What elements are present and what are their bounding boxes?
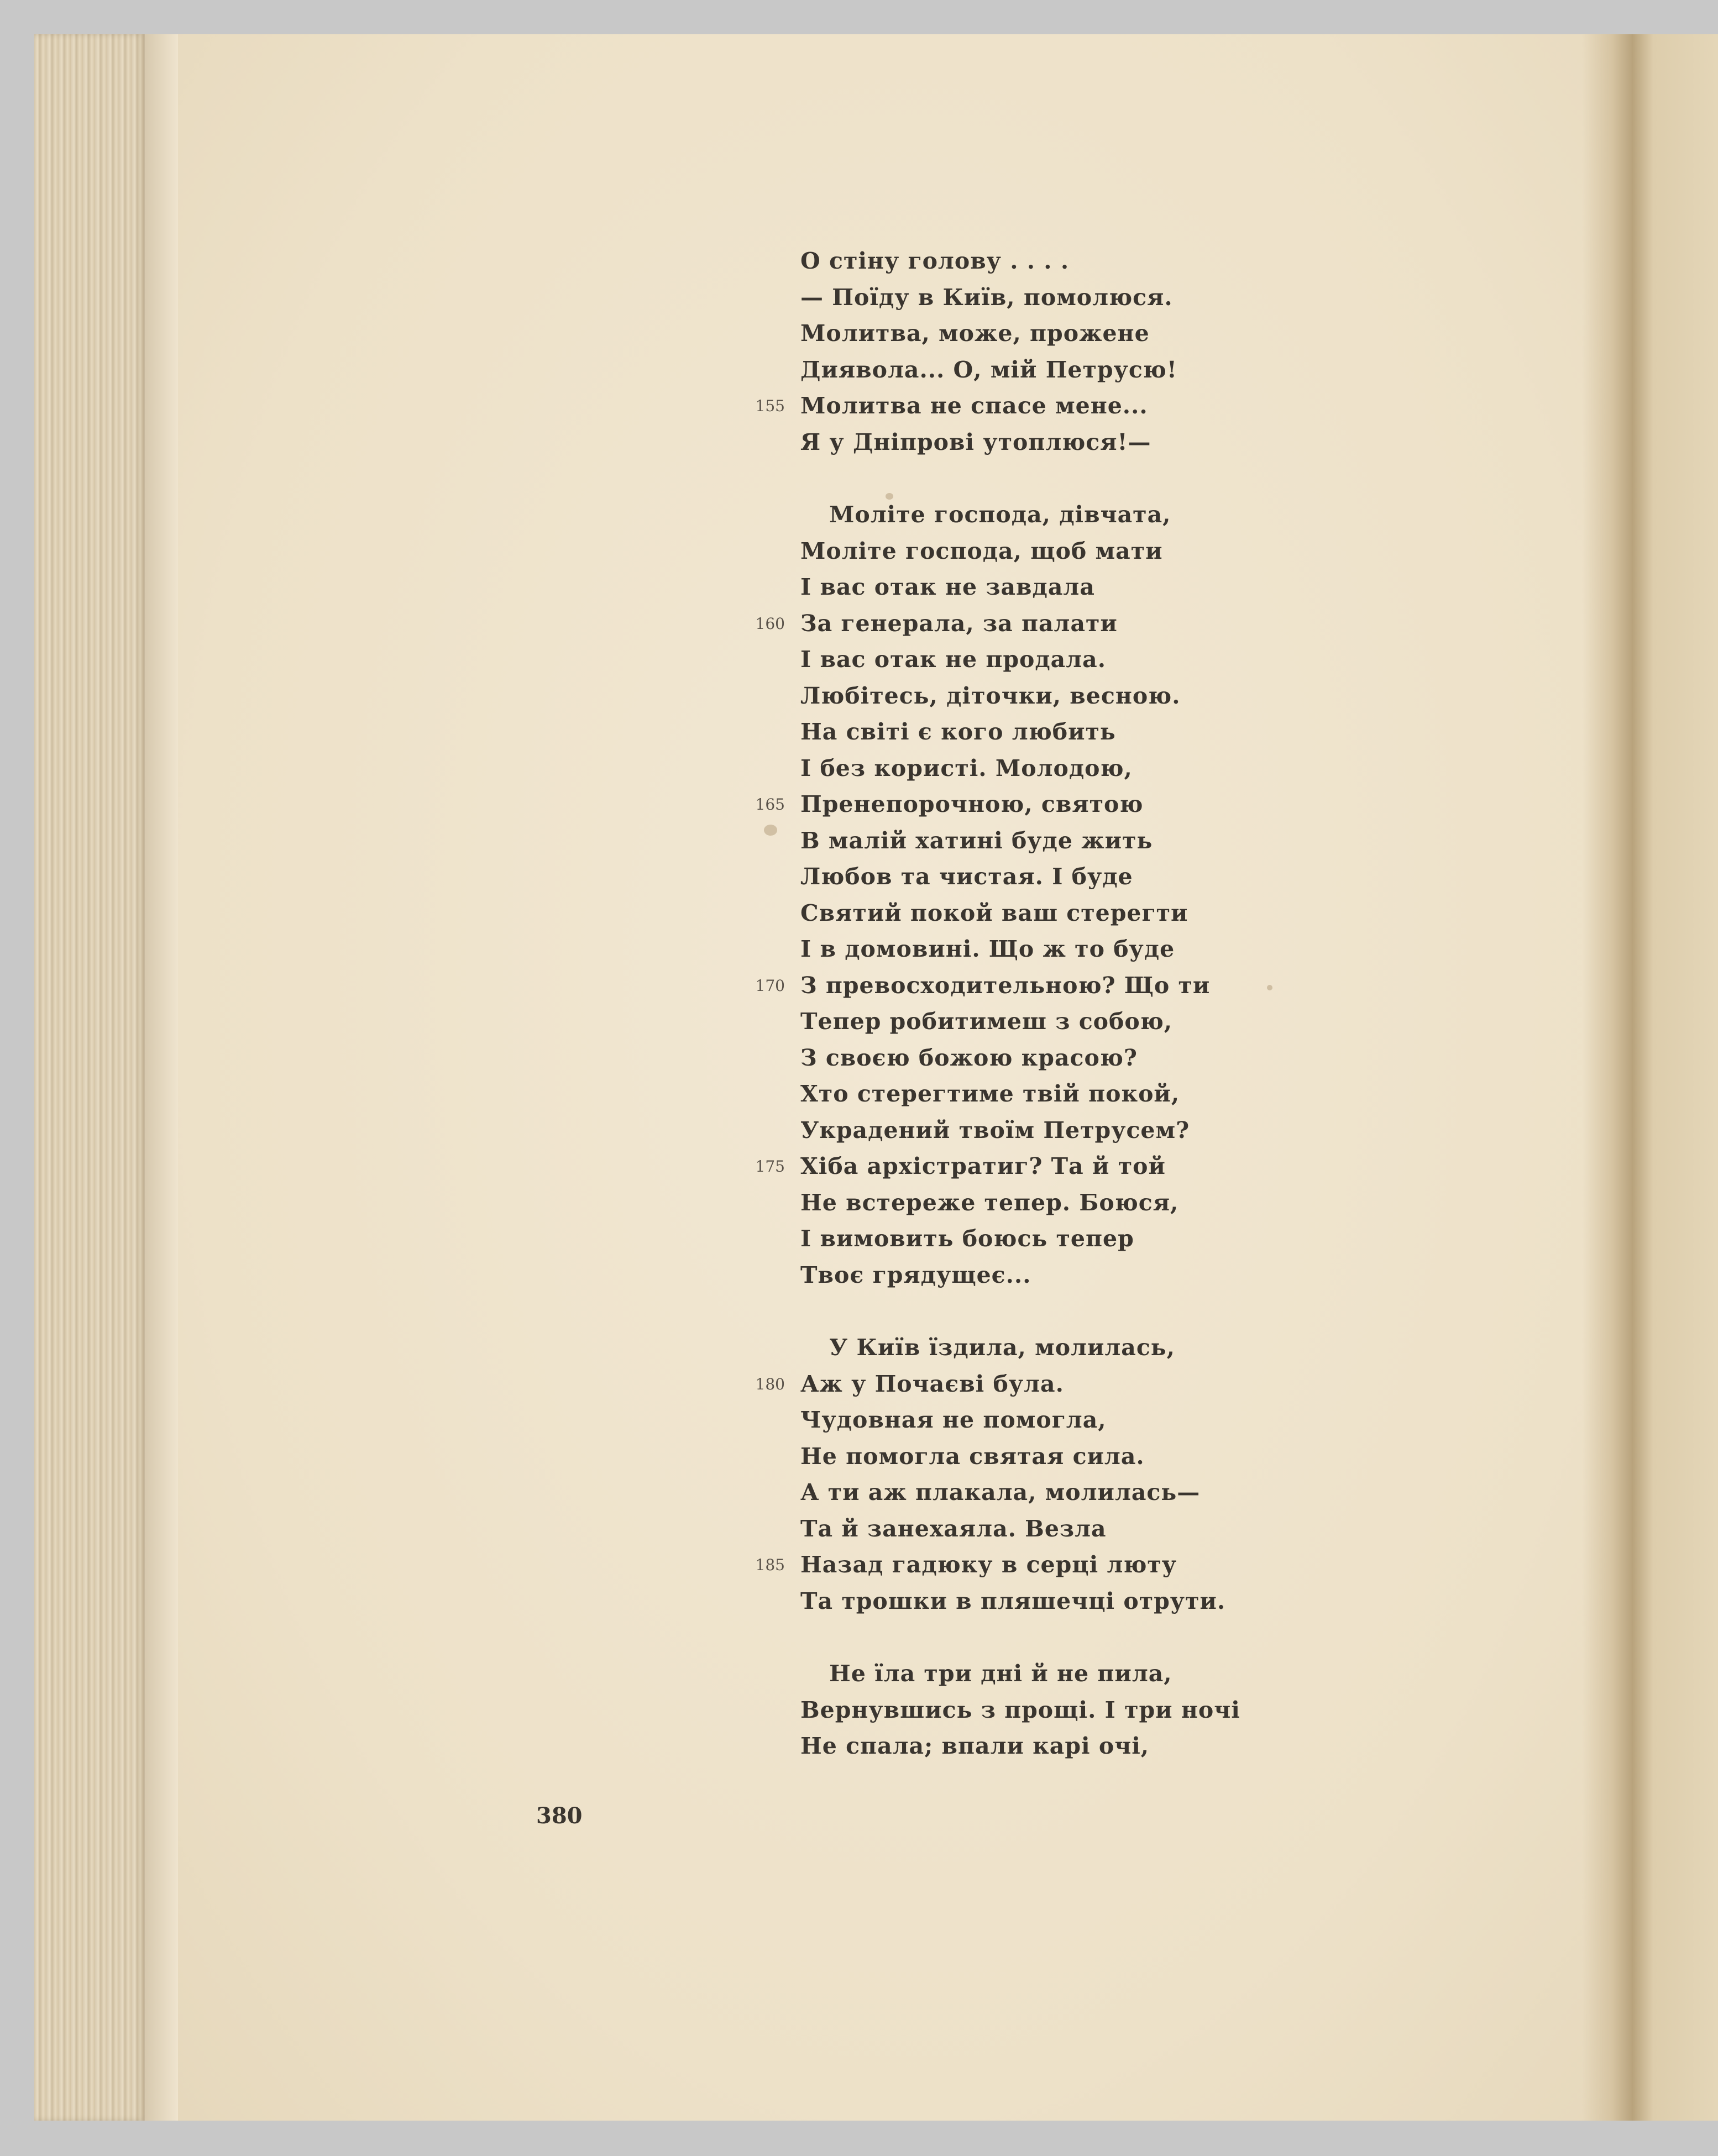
poem-line — [800, 1511, 1464, 1548]
poem-text — [755, 243, 1464, 1765]
poem-line — [800, 642, 1464, 678]
poem-line-text: Святий покой ваш стерегти — [800, 899, 1188, 926]
page-number: 380 — [536, 1803, 583, 1829]
poem-line — [800, 678, 1464, 715]
poem-line — [800, 352, 1464, 389]
poem-line — [755, 1547, 1464, 1583]
poem-line-text: Диявола... О, мій Петрусю! — [800, 356, 1177, 383]
poem-line-text: І вимовить боюсь тепер — [800, 1225, 1134, 1252]
poem-line-text: А ти аж плакала, молилась— — [800, 1479, 1201, 1505]
poem-line-text: Та й занехаяла. Везла — [800, 1515, 1107, 1542]
poem-line — [800, 1330, 1464, 1366]
line-number: 175 — [755, 1157, 785, 1176]
poem-line-text: Чудовная не помогла, — [800, 1407, 1107, 1433]
poem-line-text: Я у Дніпрові утоплюся!— — [800, 428, 1151, 455]
poem-line-text: Любітесь, діточки, весною. — [800, 682, 1181, 709]
poem-line-text: І в домовині. Що ж то буде — [800, 936, 1175, 962]
poem-line — [800, 1439, 1464, 1475]
poem-line-text: Та трошки в пляшечці отрути. — [800, 1587, 1226, 1614]
poem-line — [800, 569, 1464, 606]
poem-line-text: Моліте господа, дівчата, — [829, 501, 1171, 528]
poem-line-text: Вернувшись з прощі. І три ночі — [800, 1696, 1240, 1723]
poem-line — [800, 497, 1464, 533]
poem-line — [800, 1402, 1464, 1439]
poem-line — [800, 316, 1464, 352]
poem-line-text: З превосходительною? Що ти — [800, 972, 1211, 999]
poem-line-text: Назад гадюку в серці люту — [800, 1551, 1177, 1578]
gutter — [1582, 34, 1632, 2121]
poem-line — [755, 606, 1464, 642]
poem-line — [800, 533, 1464, 570]
poem-line — [800, 859, 1464, 895]
poem-line — [755, 786, 1464, 823]
poem-line-text: На світі є кого любить — [800, 718, 1116, 745]
poem-line-text: За генерала, за палати — [800, 610, 1118, 637]
stanza-break — [800, 1293, 1464, 1330]
line-number: 165 — [755, 795, 785, 814]
poem-line-text: Молитва, може, прожене — [800, 320, 1150, 347]
line-number: 155 — [755, 397, 785, 415]
poem-line-text: Не помогла святая сила. — [800, 1442, 1145, 1470]
poem-line — [800, 1004, 1464, 1040]
poem-line — [800, 1692, 1464, 1729]
poem-line — [800, 931, 1464, 968]
facing-page-edge — [1632, 34, 1718, 2121]
poem-line-text: Пренепорочною, святою — [800, 791, 1144, 817]
poem-line — [800, 823, 1464, 859]
poem-line-text: О стіну голову . . . . — [800, 248, 1070, 274]
page-edges — [34, 34, 145, 2121]
poem-line-text: Моліте господа, щоб мати — [800, 537, 1163, 564]
poem-line-text: Молитва не спасе мене... — [800, 392, 1148, 419]
poem-line — [800, 1221, 1464, 1257]
poem-line — [800, 280, 1464, 316]
line-number: 185 — [755, 1556, 785, 1574]
poem-line-text: Аж у Почаєві була. — [800, 1370, 1064, 1397]
poem-line — [800, 1076, 1464, 1113]
poem-line — [800, 1728, 1464, 1765]
poem-line — [800, 1113, 1464, 1149]
poem-line-text: І вас отак не завдала — [800, 574, 1095, 600]
poem-line — [755, 968, 1464, 1004]
stanza-break — [800, 460, 1464, 497]
poem-line-text: Не спала; впали карі очі, — [800, 1733, 1150, 1759]
edge-shadow — [145, 34, 178, 2121]
line-number: 170 — [755, 976, 785, 995]
poem-line-text: Хто стерегтиме твій покой, — [800, 1080, 1180, 1107]
poem-line-text: З своєю божою красою? — [800, 1044, 1138, 1071]
poem-line — [800, 424, 1464, 461]
poem-line-text: Хіба архістратиг? Та й той — [800, 1153, 1166, 1179]
poem-line-text: Украдений твоїм Петрусем? — [800, 1116, 1190, 1143]
poem-line-text: У Київ їздила, молилась, — [829, 1334, 1175, 1361]
line-number: 160 — [755, 614, 785, 633]
poem-line-text: Твоє грядущеє... — [800, 1261, 1031, 1288]
poem-line-text: Тепер робитимеш з собою, — [800, 1008, 1173, 1035]
poem-line — [800, 1040, 1464, 1077]
poem-line-text: Не встереже тепер. Боюся, — [800, 1189, 1179, 1216]
poem-line-text: І без користі. Молодою, — [800, 754, 1133, 781]
poem-line — [800, 1583, 1464, 1620]
poem-line — [800, 1656, 1464, 1692]
poem-line — [755, 388, 1464, 424]
poem-line — [800, 751, 1464, 787]
paper-speck — [764, 825, 777, 836]
poem-line-text: Любов та чистая. І буде — [800, 863, 1133, 890]
poem-line — [800, 1257, 1464, 1294]
poem-line-text: І вас отак не продала. — [800, 646, 1106, 673]
poem-line — [755, 1148, 1464, 1185]
poem-line — [800, 243, 1464, 280]
poem-line — [800, 1475, 1464, 1511]
stanza-break — [800, 1619, 1464, 1656]
poem-line — [800, 895, 1464, 932]
poem-line-text: Не їла три дні й не пила, — [829, 1660, 1172, 1687]
poem-line — [800, 714, 1464, 751]
poem-line — [800, 1185, 1464, 1221]
line-number: 180 — [755, 1375, 785, 1393]
poem-line-text: В малій хатині буде жить — [800, 827, 1153, 854]
poem-line — [755, 1366, 1464, 1403]
poem-line-text: — Поїду в Київ, помолюся. — [800, 284, 1173, 311]
